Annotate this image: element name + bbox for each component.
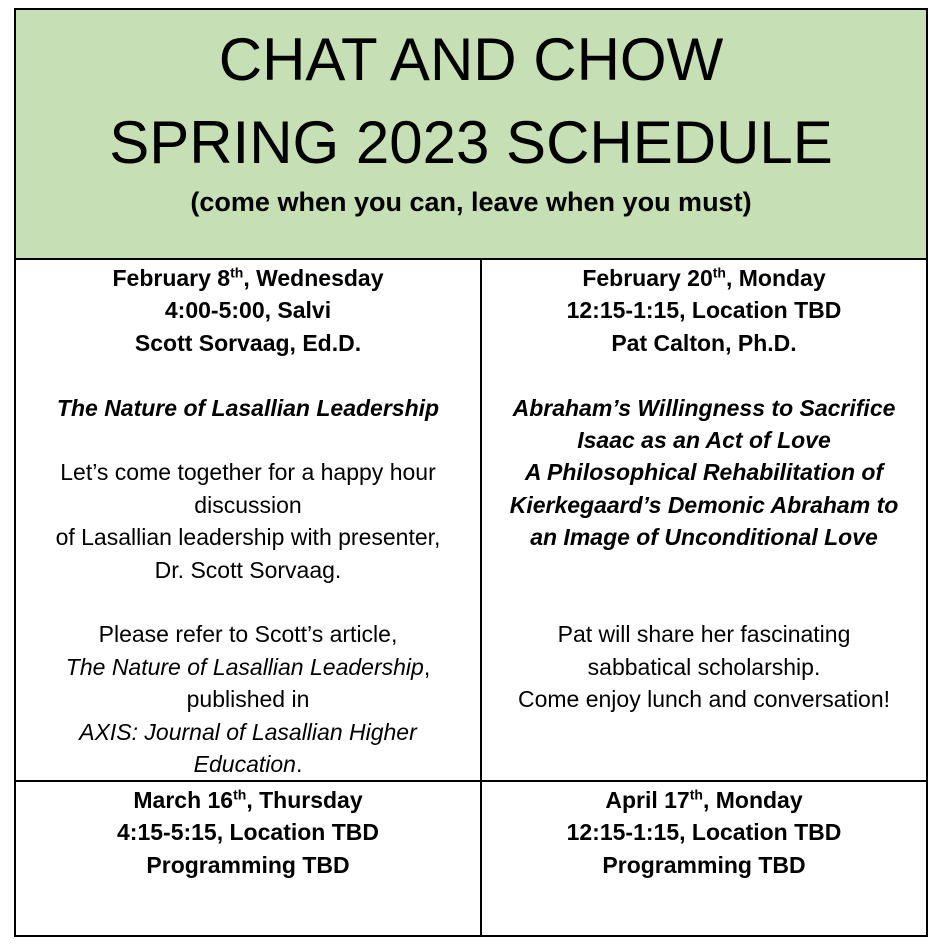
event-topic-subtitle: A Philosophical Rehabilitation of [524,459,884,486]
event-date [482,784,926,816]
event-time-location: 12:15-1:15, Location TBD [566,297,842,324]
event-programming: Programming TBD [146,851,350,878]
punctuation: . [295,751,303,778]
event-reference: published in [186,686,310,713]
event-topic-title: Abraham’s Willingness to Sacrifice [512,394,896,421]
event-date [16,784,480,816]
title-line-2: SPRING 2023 SCHEDULE [109,109,833,176]
event-cell-mar-16 [16,782,482,935]
schedule-table [14,8,928,937]
event-description: discussion [194,491,302,518]
event-day: , Thursday [246,787,363,813]
event-date-text: February 20 [582,265,713,291]
event-description: sabbatical scholarship. [587,653,821,680]
journal-name: Education [193,751,296,778]
event-presenter: Pat Calton, Ph.D. [611,329,797,356]
event-date-text: April 17 [605,787,690,813]
subtitle: (come when you can, leave when you must) [190,187,752,217]
date-suffix: th [689,786,703,803]
event-time-location: 12:15-1:15, Location TBD [566,819,842,846]
punctuation: , [423,653,431,680]
event-topic-subtitle: Kierkegaard’s Demonic Abraham to [509,491,899,518]
journal-name: AXIS: Journal of Lasallian Higher [79,718,417,745]
schedule-header [16,10,926,260]
event-topic-title: Isaac as an Act of Love [577,427,831,454]
event-description: Come enjoy lunch and conversation! [517,686,891,713]
event-time-location: 4:15-5:15, Location TBD [117,819,379,846]
event-time-location: 4:00-5:00, Salvi [164,297,332,324]
event-presenter: Scott Sorvaag, Ed.D. [134,329,362,356]
event-date-text: March 16 [133,787,234,813]
event-topic-subtitle: an Image of Unconditional Love [530,524,878,551]
event-description: Dr. Scott Sorvaag. [154,556,342,583]
event-date [16,262,480,294]
article-title: The Nature of Lasallian Leadership [65,653,424,680]
event-programming: Programming TBD [602,851,806,878]
date-suffix: th [233,786,247,803]
event-date [482,262,926,294]
event-description: Let’s come together for a happy hour [60,459,436,486]
event-cell-feb-20 [482,260,926,782]
title-line-1: CHAT AND CHOW [218,26,724,93]
event-topic-title: The Nature of Lasallian Leadership [56,394,440,421]
event-description: of Lasallian leadership with presenter, [55,524,441,551]
event-reference: Please refer to Scott’s article, [98,621,398,648]
event-day: , Wednesday [243,265,384,291]
event-cell-apr-17 [482,782,926,935]
event-reference [16,651,480,683]
event-cell-feb-8 [16,260,482,782]
event-reference [16,748,480,780]
event-date-text: February 8 [112,265,231,291]
event-day: , Monday [725,265,826,291]
event-day: , Monday [702,787,803,813]
date-suffix: th [230,264,244,281]
date-suffix: th [712,264,726,281]
event-description: Pat will share her fascinating [557,621,851,648]
